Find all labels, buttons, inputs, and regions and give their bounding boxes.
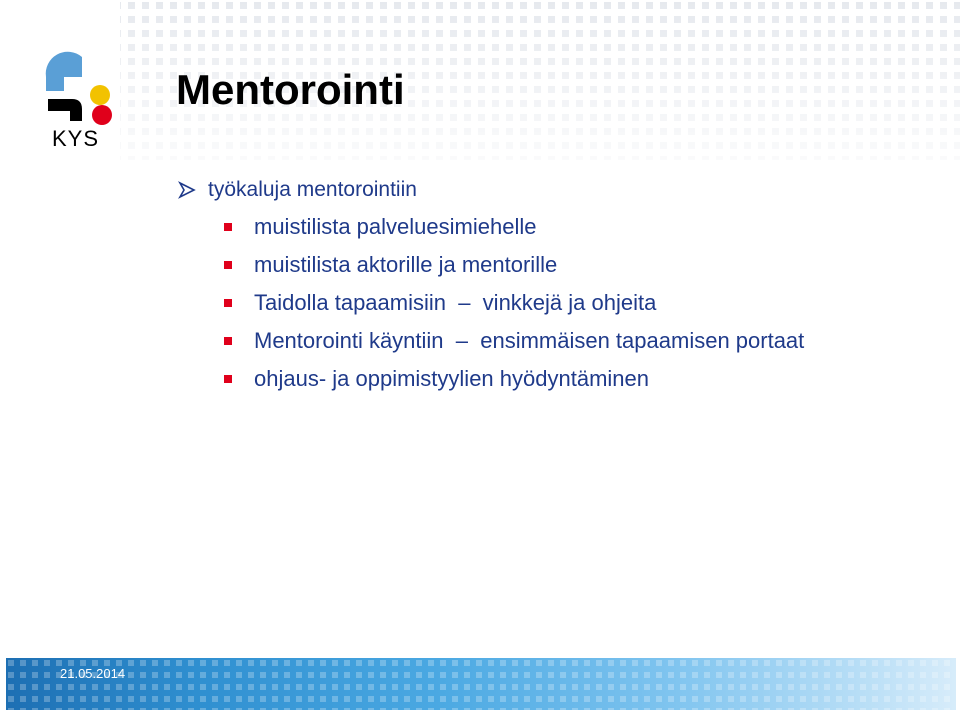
red-square-icon bbox=[224, 337, 232, 345]
main-bullet-text: työkaluja mentorointiin bbox=[208, 178, 417, 201]
sub-bullet-text: Mentorointi käyntiin – ensimmäisen tapaamisen portaat bbox=[254, 328, 805, 353]
sub-bullet-list bbox=[176, 208, 936, 398]
red-square-icon bbox=[224, 223, 232, 231]
sub-bullet bbox=[176, 284, 936, 322]
main-bullet bbox=[176, 176, 936, 204]
bullet-content bbox=[176, 176, 936, 398]
arrowhead-check-icon bbox=[178, 181, 196, 199]
sub-bullet-text: muistilista palveluesimiehelle bbox=[254, 214, 537, 239]
sub-bullet-text: ohjaus- ja oppimistyylien hyödyntäminen bbox=[254, 366, 649, 391]
logo-text: KYS bbox=[52, 126, 100, 151]
red-square-icon bbox=[224, 261, 232, 269]
sub-bullet-text: muistilista aktorille ja mentorille bbox=[254, 252, 558, 277]
red-square-icon bbox=[224, 375, 232, 383]
sub-bullet bbox=[176, 360, 936, 398]
sub-bullet bbox=[176, 246, 936, 284]
red-square-icon bbox=[224, 299, 232, 307]
dot-pattern-background bbox=[0, 0, 960, 200]
sub-bullet bbox=[176, 322, 936, 360]
footer-dot-pattern bbox=[6, 658, 956, 710]
footer-date: 21.05.2014 bbox=[60, 666, 126, 681]
sub-bullet-text: Taidolla tapaamisiin – vinkkejä ja ohjeita bbox=[254, 290, 657, 315]
slide-title: Mentorointi bbox=[176, 66, 405, 113]
sub-bullet bbox=[176, 208, 936, 246]
